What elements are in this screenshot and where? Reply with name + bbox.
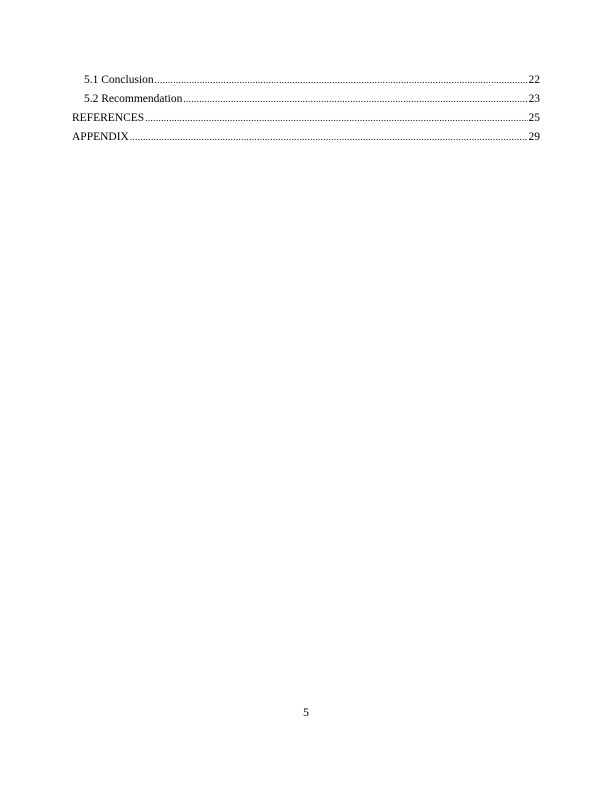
toc-entry-title: 5.2 Recommendation	[84, 93, 183, 105]
page-number: 5	[303, 705, 309, 719]
toc-entry-title: 5.1 Conclusion	[84, 74, 154, 86]
toc-entry-page: 23	[528, 93, 540, 105]
table-of-contents	[72, 71, 540, 147]
toc-dot-leader	[130, 128, 528, 147]
toc-entry-appendix[interactable]	[72, 128, 540, 147]
toc-entry-references[interactable]	[72, 109, 540, 128]
toc-entry-page: 22	[528, 74, 540, 86]
toc-entry-conclusion[interactable]	[72, 71, 540, 90]
toc-entry-title: REFERENCES	[72, 112, 145, 124]
toc-entry-title: APPENDIX	[72, 131, 129, 143]
toc-dot-leader	[183, 90, 527, 109]
toc-dot-leader	[155, 71, 528, 90]
toc-dot-leader	[145, 109, 527, 128]
toc-entry-recommendation[interactable]	[72, 90, 540, 109]
toc-entry-page: 25	[528, 112, 540, 124]
toc-entry-page: 29	[528, 131, 540, 143]
